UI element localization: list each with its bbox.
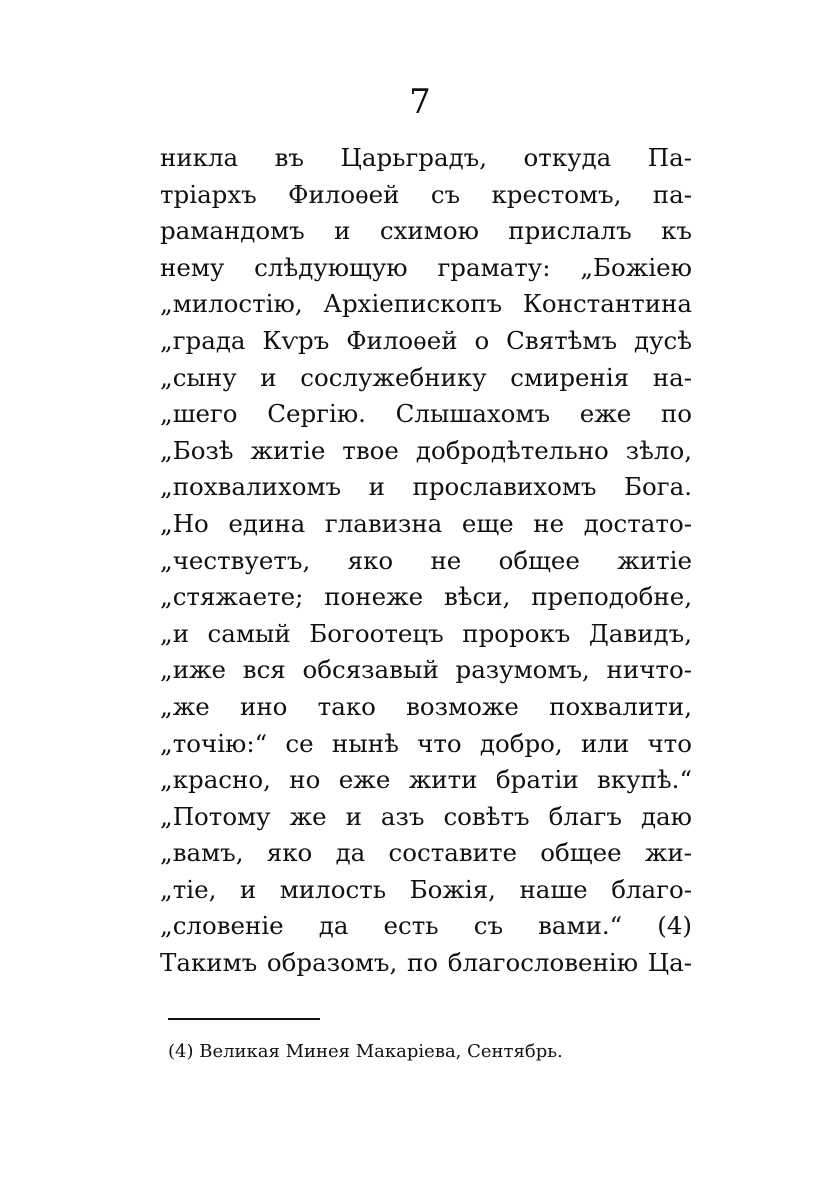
- text-line: „же ино тако возможе похвалити,: [160, 691, 692, 721]
- body-text: [160, 140, 692, 982]
- text-line: „стяжаете; понеже вѣси, преподобне,: [160, 582, 692, 612]
- text-line: рамандомъ и схимою прислалъ къ: [160, 216, 692, 246]
- page-number: 7: [409, 82, 431, 122]
- text-line: Такимъ образомъ, по благословенію Ца-: [160, 948, 692, 978]
- text-line: „иже вся обсязавый разумомъ, ничто-: [160, 655, 692, 685]
- text-line: „вамъ, яко да составите общее жи-: [160, 838, 692, 868]
- text-line: „и самый Богоотецъ пророкъ Давидъ,: [160, 618, 692, 648]
- footnote: (4) Великая Минея Макаріева, Сентябрь.: [168, 1041, 563, 1062]
- text-line: нему слѣдующую грамату: „Божіею: [160, 252, 692, 282]
- text-line: „чествуетъ, яко не общее житіе: [160, 545, 692, 575]
- text-line: „похвалихомъ и прославихомъ Бога.: [160, 472, 692, 502]
- text-line: „словеніе да есть съ вами.“ (4): [160, 911, 692, 941]
- text-line: никла въ Царьградъ, откуда Па-: [160, 143, 692, 172]
- text-line: „Бозѣ житіе твое добродѣтельно зѣло,: [160, 435, 692, 465]
- text-line: „Но едина главизна еще не достато-: [160, 508, 692, 538]
- text-line: „града Кѵръ Филоѳей о Святѣмъ дусѣ: [160, 325, 692, 355]
- text-line: „красно, но еже жити братіи вкупѣ.“: [160, 765, 692, 795]
- text-line: „сыну и сослужебнику смиренія на-: [160, 362, 692, 392]
- text-line: „точію:“ се нынѣ что добро, или что: [160, 728, 692, 758]
- text-line: „тіе, и милость Божія, наше благо-: [160, 874, 692, 904]
- text-line: тріархъ Филоѳей съ крестомъ, па-: [160, 179, 692, 209]
- footnote-rule: [168, 1018, 320, 1020]
- text-line: „шего Сергію. Слышахомъ еже по: [160, 399, 692, 429]
- text-line: „Потому же и азъ совѣтъ благъ даю: [160, 801, 692, 831]
- text-line: „милостію, Архіепископъ Константина: [160, 289, 692, 319]
